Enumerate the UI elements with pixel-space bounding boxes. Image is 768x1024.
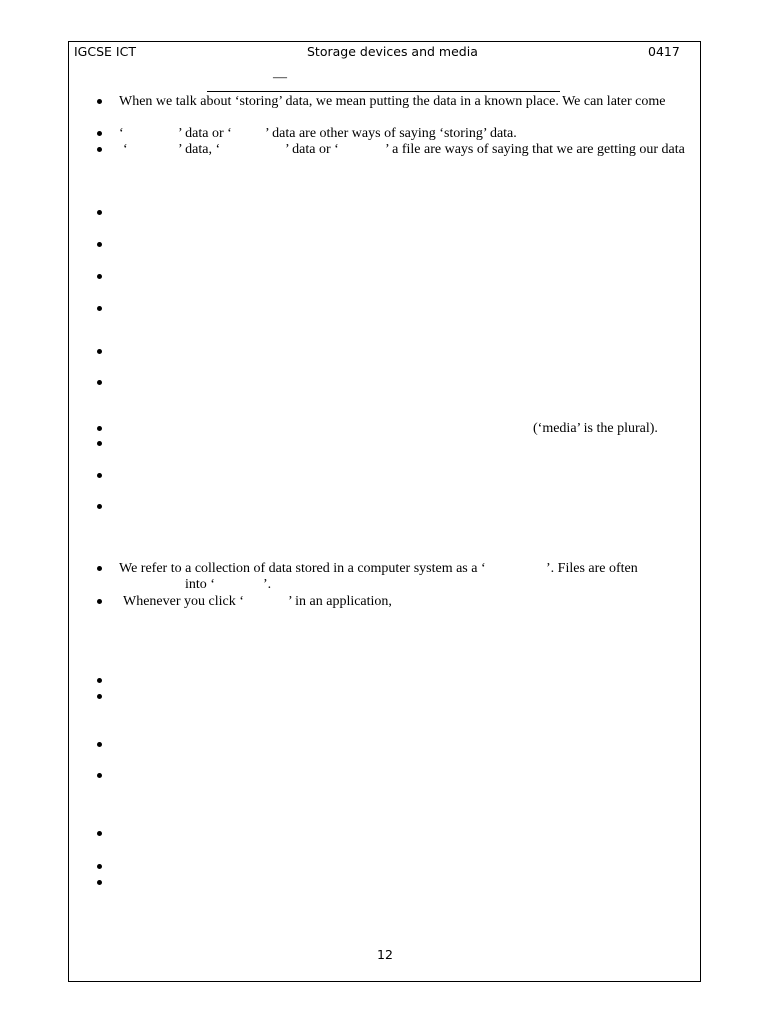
bullet	[97, 504, 102, 509]
paragraph-saving-part-a: ‘	[119, 126, 124, 141]
paragraph-click-part-b: ’ in an application,	[288, 594, 392, 609]
bullet	[97, 210, 102, 215]
paragraph-saving-part-c: ’ data are other ways of saying ‘storing’ data.	[265, 126, 517, 141]
paragraph-retrieving-part-d: ’ a file are ways of saying that we are getting our data	[385, 142, 685, 157]
bullet	[97, 566, 102, 571]
bullet	[97, 773, 102, 778]
header-center: Storage devices and media	[307, 44, 478, 59]
paragraph-files-part-c: into ‘	[185, 577, 215, 592]
paragraph-saving-part-b: ’ data or ‘	[178, 126, 232, 141]
paragraph-files-part-a: We refer to a collection of data stored in a computer system as a ‘	[119, 561, 486, 576]
bullet	[97, 742, 102, 747]
bullet	[97, 131, 102, 136]
bullet	[97, 306, 102, 311]
bullet	[97, 426, 102, 431]
bullet	[97, 864, 102, 869]
bullet	[97, 349, 102, 354]
bullet	[97, 274, 102, 279]
bullet	[97, 880, 102, 885]
paragraph-media-plural: (‘media’ is the plural).	[533, 421, 658, 436]
section-title-dash: —	[273, 70, 287, 85]
bullet	[97, 441, 102, 446]
paragraph-files-part-d: ’.	[263, 577, 272, 592]
section-title-underline	[207, 91, 560, 92]
bullet	[97, 694, 102, 699]
page-border	[68, 41, 701, 982]
bullet	[97, 147, 102, 152]
bullet	[97, 831, 102, 836]
header-left: IGCSE ICT	[74, 44, 136, 59]
bullet	[97, 99, 102, 104]
bullet	[97, 678, 102, 683]
paragraph-retrieving-part-c: ’ data or ‘	[285, 142, 339, 157]
bullet	[97, 599, 102, 604]
page-number: 12	[377, 947, 393, 962]
paragraph-retrieving-part-a: ‘	[123, 142, 128, 157]
paragraph-retrieving-part-b: ’ data, ‘	[178, 142, 221, 157]
paragraph-files-part-b: ’. Files are often	[546, 561, 638, 576]
bullet	[97, 473, 102, 478]
bullet	[97, 380, 102, 385]
paragraph-storing-data: When we talk about ‘storing’ data, we mean putting the data in a known place. We can later come	[119, 94, 666, 109]
bullet	[97, 242, 102, 247]
paragraph-click-part-a: Whenever you click ‘	[123, 594, 244, 609]
header-right: 0417	[648, 44, 680, 59]
